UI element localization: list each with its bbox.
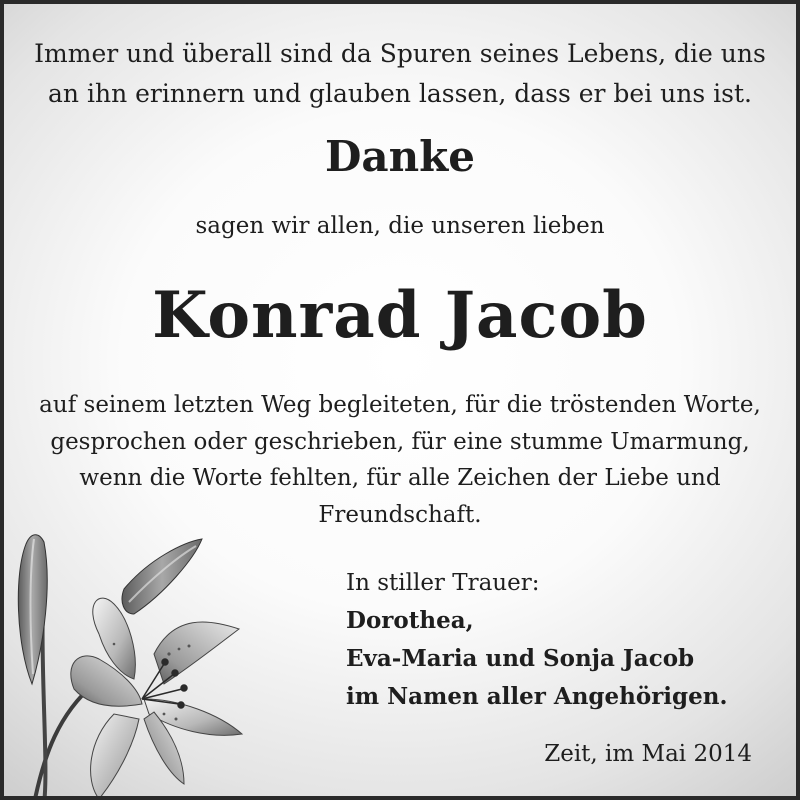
signature-line: im Namen aller Angehörigen. <box>346 683 728 710</box>
deceased-name: Konrad Jacob <box>152 278 648 353</box>
intro-text: sagen wir allen, die unseren lieben <box>195 213 605 239</box>
body-text <box>4 387 796 533</box>
body-line: auf seinem letzten Weg begleiteten, für die tröstenden Worte, <box>39 392 761 418</box>
signature-line: Eva-Maria und Sonja Jacob <box>346 645 695 672</box>
signature-lead: In stiller Trauer: <box>346 570 540 596</box>
body-line: Freundschaft. <box>318 501 482 528</box>
quote-line: Immer und überall sind da Spuren seines Lebens, die uns <box>34 39 766 68</box>
quote-line: an ihn erinnern und glauben lassen, dass er bei uns ist. <box>48 79 752 108</box>
lily-flower-icon <box>4 514 274 800</box>
heading-thanks: Danke <box>325 132 475 181</box>
signature-line: Dorothea, <box>346 607 474 634</box>
signature-block <box>346 564 728 716</box>
quote-text <box>4 34 796 114</box>
place-date: Zeit, im Mai 2014 <box>544 741 752 767</box>
body-line: wenn die Worte fehlten, für alle Zeichen der Liebe und <box>79 465 721 491</box>
body-line: gesprochen oder geschrieben, für eine stumme Umarmung, <box>50 428 750 455</box>
